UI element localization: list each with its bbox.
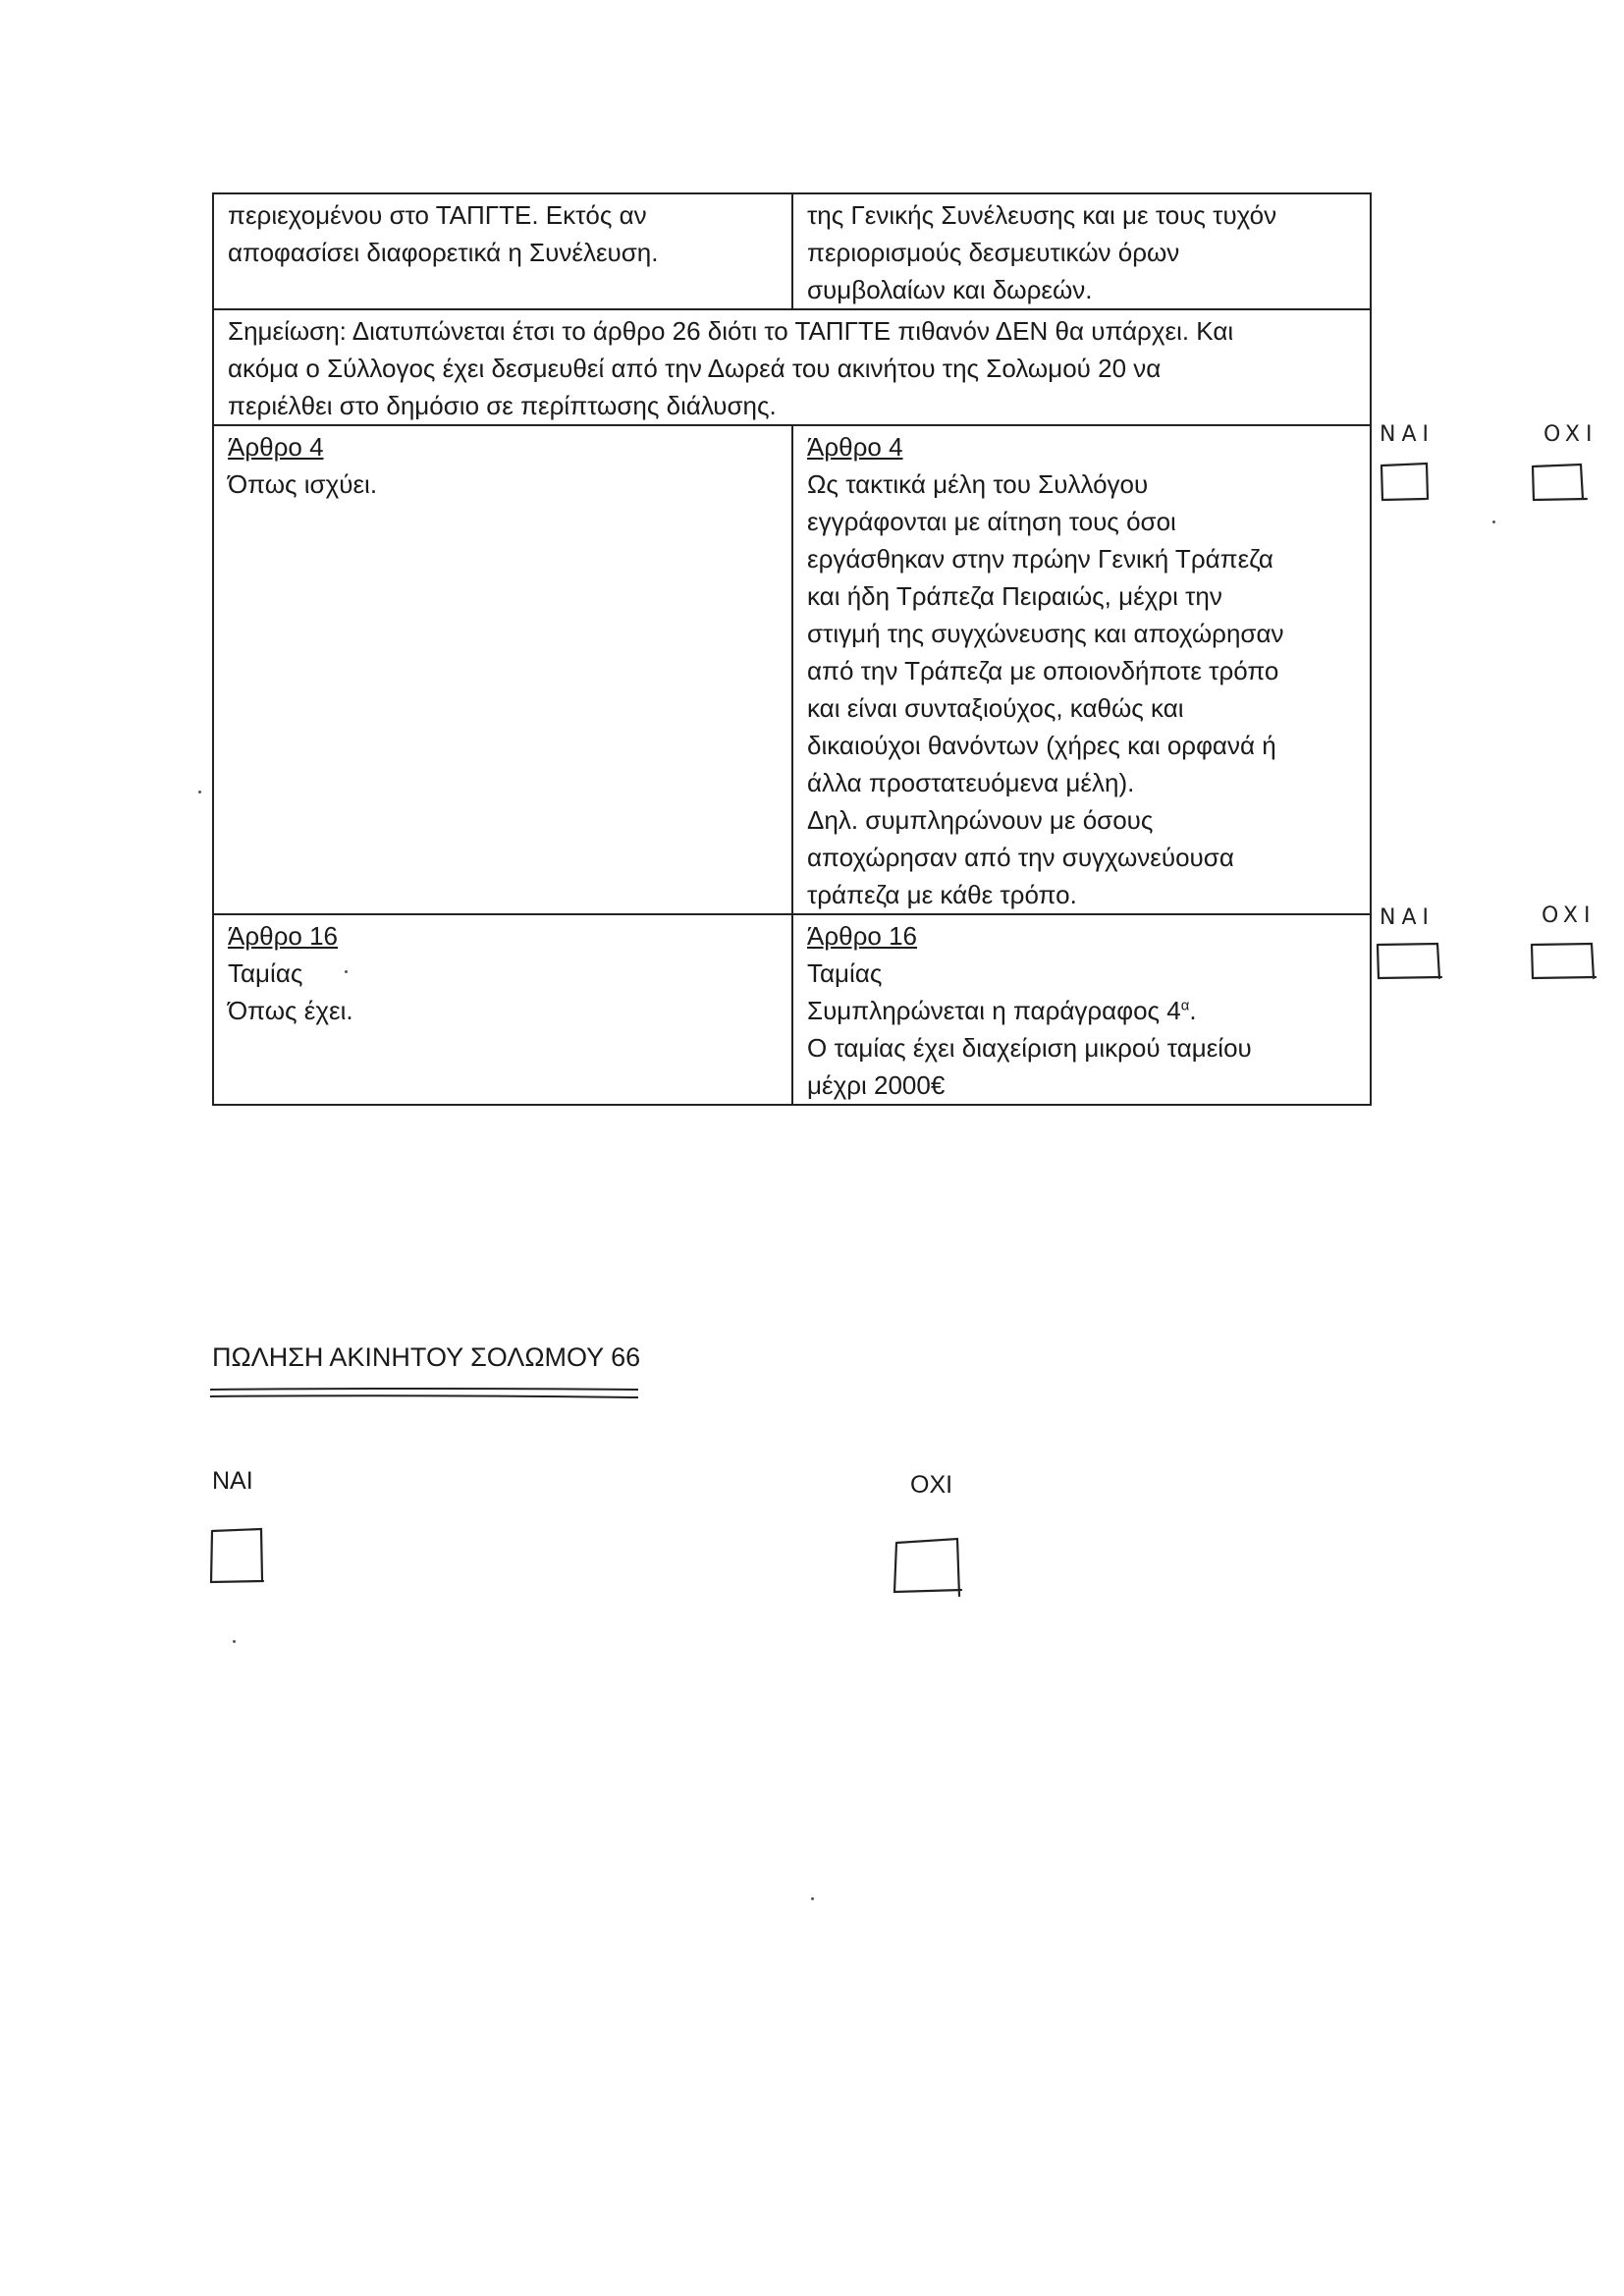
- article-4-current-title: Άρθρο 4: [228, 432, 324, 462]
- text-line: Ο ταμίας έχει διαχείριση μικρού ταμείου: [807, 1033, 1252, 1063]
- text-line: αποφασίσει διαφορετικά η Συνέλευση.: [228, 238, 659, 267]
- note-line: Σημείωση: Διατυπώνεται έτσι το άρθρο 26 διότι το ΤΑΠΓΤΕ πιθανόν ΔΕΝ θα υπάρχει. Και: [228, 316, 1234, 346]
- scan-speck: [198, 791, 201, 793]
- note-cell: [213, 309, 1371, 425]
- article-16-proposed-title: Άρθρο 16: [807, 921, 917, 951]
- article-16-proposed-cell: [792, 914, 1371, 1105]
- period: .: [1189, 996, 1197, 1025]
- text-line: [807, 992, 1356, 1029]
- section-title: ΠΩΛΗΣΗ ΑΚΙΝΗΤΟΥ ΣΟΛΩΜΟΥ 66: [212, 1342, 641, 1372]
- sale-no-label: ΟΧΙ: [910, 1471, 953, 1499]
- text-line: και ήδη Τράπεζα Πειραιώς, μέχρι την: [807, 581, 1222, 611]
- text-line: από την Τράπεζα με οποιονδήποτε τρόπο: [807, 656, 1279, 685]
- sale-no-checkbox[interactable]: [887, 1535, 965, 1604]
- article-16-no-label: OXI: [1542, 903, 1597, 928]
- article-16-row: [213, 914, 1371, 1105]
- article-4-current-text: Όπως ισχύει.: [228, 469, 378, 499]
- amendments-table: [212, 192, 1372, 1106]
- proposed-text-cell: [792, 193, 1371, 309]
- article-4-no-label: OXI: [1543, 422, 1598, 447]
- text-line: περιορισμούς δεσμευτικών όρων: [807, 238, 1180, 267]
- article-4-yes-checkbox[interactable]: [1380, 462, 1431, 503]
- text-line: στιγμή της συγχώνευσης και αποχώρησαν: [807, 619, 1284, 648]
- current-text-cell: [213, 193, 792, 309]
- text-line: και είναι συνταξιούχος, καθώς και: [807, 693, 1184, 723]
- scan-speck: [1492, 520, 1495, 523]
- text-line: της Γενικής Συνέλευσης και με τους τυχόν: [807, 200, 1277, 230]
- scan-speck: [811, 1897, 814, 1900]
- text-line: εργάσθηκαν στην πρώην Γενική Τράπεζα: [807, 544, 1273, 574]
- article-16-no-checkbox[interactable]: [1529, 941, 1599, 982]
- note-line: περιέλθει στο δημόσιο σε περίπτωσης διάλυσης.: [228, 391, 777, 420]
- paragraph-text: Συμπληρώνεται η παράγραφος 4: [807, 996, 1181, 1025]
- text-line: Δηλ. συμπληρώνουν με όσους: [807, 805, 1154, 835]
- article-4-row: [213, 425, 1371, 914]
- sale-yes-checkbox[interactable]: [206, 1525, 267, 1588]
- scan-speck: [233, 1640, 236, 1643]
- text-line: τράπεζα με κάθε τρόπο.: [807, 880, 1077, 909]
- article-16-yes-label: NAI: [1380, 905, 1435, 930]
- article-4-current-cell: [213, 425, 792, 914]
- text-line: Ταμίας: [228, 958, 303, 988]
- superscript: α: [1180, 997, 1190, 1014]
- article-4-proposed-title: Άρθρο 4: [807, 432, 903, 462]
- article-4-no-checkbox[interactable]: [1530, 462, 1589, 503]
- text-line: Ως τακτικά μέλη του Συλλόγου: [807, 469, 1149, 499]
- text-line: μέχρι 2000€: [807, 1070, 946, 1100]
- note-line: ακόμα ο Σύλλογος έχει δεσμευθεί από την Δωρεά του ακινήτου της Σολωμού 20 να: [228, 354, 1162, 383]
- note-row: [213, 309, 1371, 425]
- article-4-yes-label: NAI: [1380, 422, 1435, 447]
- article-16-yes-checkbox[interactable]: [1375, 941, 1445, 982]
- text-line: περιεχομένου στο ΤΑΠΓΤΕ. Εκτός αν: [228, 200, 647, 230]
- article-16-current-cell: [213, 914, 792, 1105]
- article-4-proposed-cell: [792, 425, 1371, 914]
- scan-speck: [345, 970, 348, 973]
- text-line: αποχώρησαν από την συγχωνεύουσα: [807, 843, 1234, 872]
- article-16-current-title: Άρθρο 16: [228, 921, 338, 951]
- text-line: άλλα προστατευόμενα μέλη).: [807, 768, 1135, 797]
- table-row: [213, 193, 1371, 309]
- text-line: Ταμίας: [807, 958, 883, 988]
- text-line: δικαιούχοι θανόντων (χήρες και ορφανά ή: [807, 731, 1276, 760]
- text-line: συμβολαίων και δωρεών.: [807, 275, 1093, 304]
- text-line: Όπως έχει.: [228, 996, 353, 1025]
- sale-yes-label: ΝΑΙ: [212, 1467, 253, 1495]
- text-line: εγγράφονται με αίτηση τους όσοι: [807, 507, 1176, 536]
- title-double-underline: [208, 1385, 640, 1404]
